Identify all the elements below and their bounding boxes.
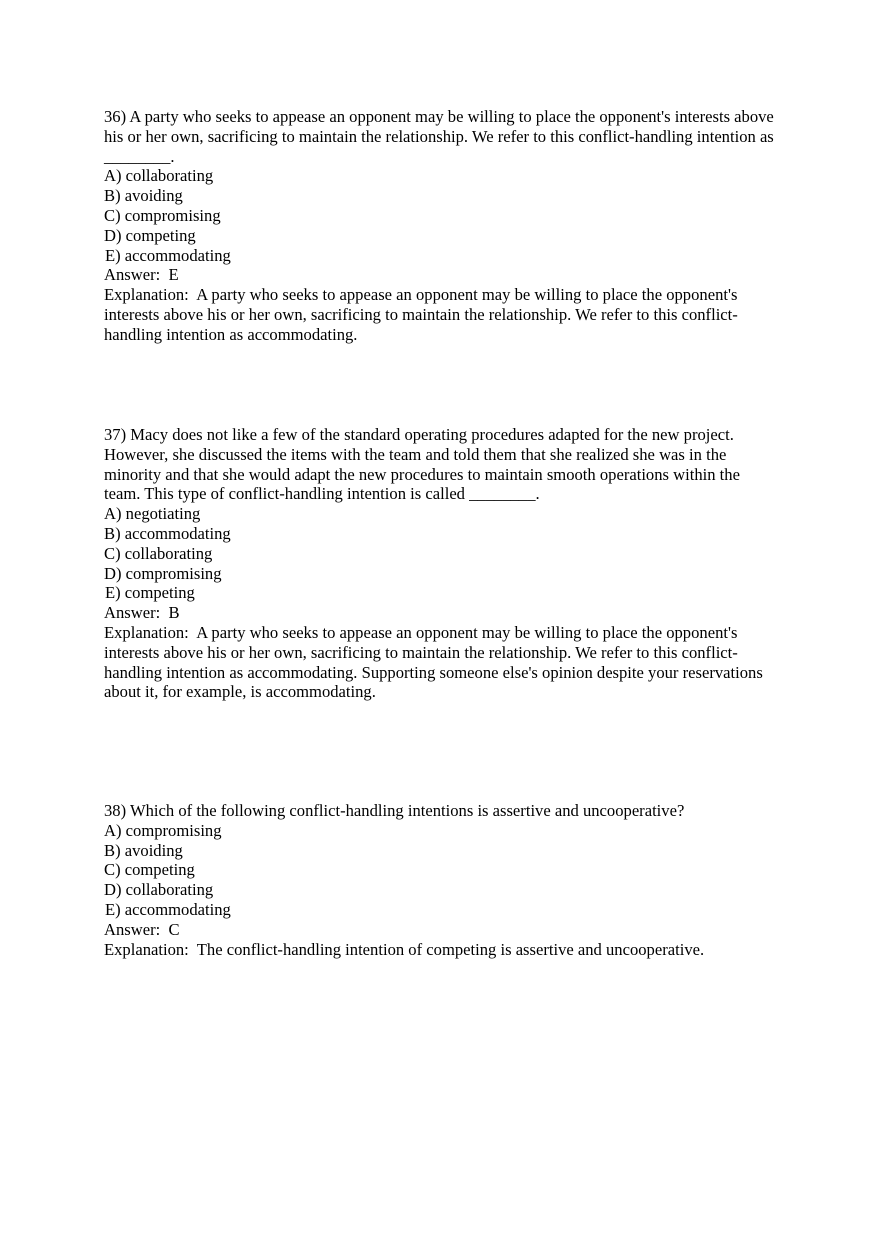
explanation-label: Explanation: — [104, 939, 197, 959]
answer-value: C — [168, 919, 180, 939]
explanation-text: A party who seeks to appease an opponent may be willing to place the opponent's interests above his or her own, sacrificing to maintain the relationship. We refer to this conflict-handling intention as accommodating. — [104, 285, 738, 344]
choice-b: B) accommodating — [104, 523, 231, 543]
answer-label: Answer: — [104, 603, 169, 623]
answer-label: Answer: — [104, 265, 169, 285]
explanation — [104, 285, 776, 344]
explanation-label: Explanation: — [104, 622, 197, 642]
question-36 — [104, 107, 776, 345]
choice-a: A) negotiating — [104, 504, 201, 524]
answer-line — [104, 920, 776, 940]
choice-c: C) compromising — [104, 205, 221, 225]
explanation-text: A party who seeks to appease an opponent may be willing to place the opponent's interests above his or her own, sacrificing to maintain the relationship. We refer to this conflict-handling intention as accommodating. Supporting someone else's opinion despite your reservations about it, for example, is accommodating. — [104, 622, 763, 702]
explanation — [104, 623, 776, 702]
choice-e: E) accommodating — [105, 899, 231, 919]
answer-label: Answer: — [104, 919, 169, 939]
explanation — [104, 940, 776, 960]
question-stem: 38) Which of the following conflict-handling intentions is assertive and uncooperative? — [104, 801, 685, 820]
choice-c: C) competing — [104, 860, 195, 880]
question-37 — [104, 425, 776, 702]
choice-c: C) collaborating — [104, 543, 213, 563]
choice-e: E) accommodating — [105, 245, 231, 265]
question-stem: 37) Macy does not like a few of the standard operating procedures adapted for the new project. However, she discussed the items with the team and told them that she realized she was in the minority and that she would adapt the new procedures to maintain smooth operations within the team. This type of conflict-handling intention is called ________. — [104, 425, 740, 504]
choice-d: D) competing — [104, 225, 196, 245]
choice-b: B) avoiding — [104, 840, 183, 860]
question-stem: 36) A party who seeks to appease an opponent may be willing to place the opponent's interests above his or her own, sacrificing to maintain the relationship. We refer to this conflict-handling intention as ________. — [104, 107, 774, 166]
choice-d: D) collaborating — [104, 880, 214, 900]
answer-value: B — [168, 603, 180, 623]
choice-a: A) collaborating — [104, 166, 214, 186]
answer-value: E — [168, 265, 179, 285]
choice-a: A) compromising — [104, 820, 222, 840]
answer-line — [104, 265, 776, 285]
explanation-text: The conflict-handling intention of competing is assertive and uncooperative. — [196, 939, 705, 959]
choice-d: D) compromising — [104, 563, 222, 583]
answer-line — [104, 603, 776, 623]
question-38 — [104, 801, 776, 959]
explanation-label: Explanation: — [104, 285, 197, 305]
choice-b: B) avoiding — [104, 186, 183, 206]
choice-e: E) competing — [105, 583, 195, 603]
